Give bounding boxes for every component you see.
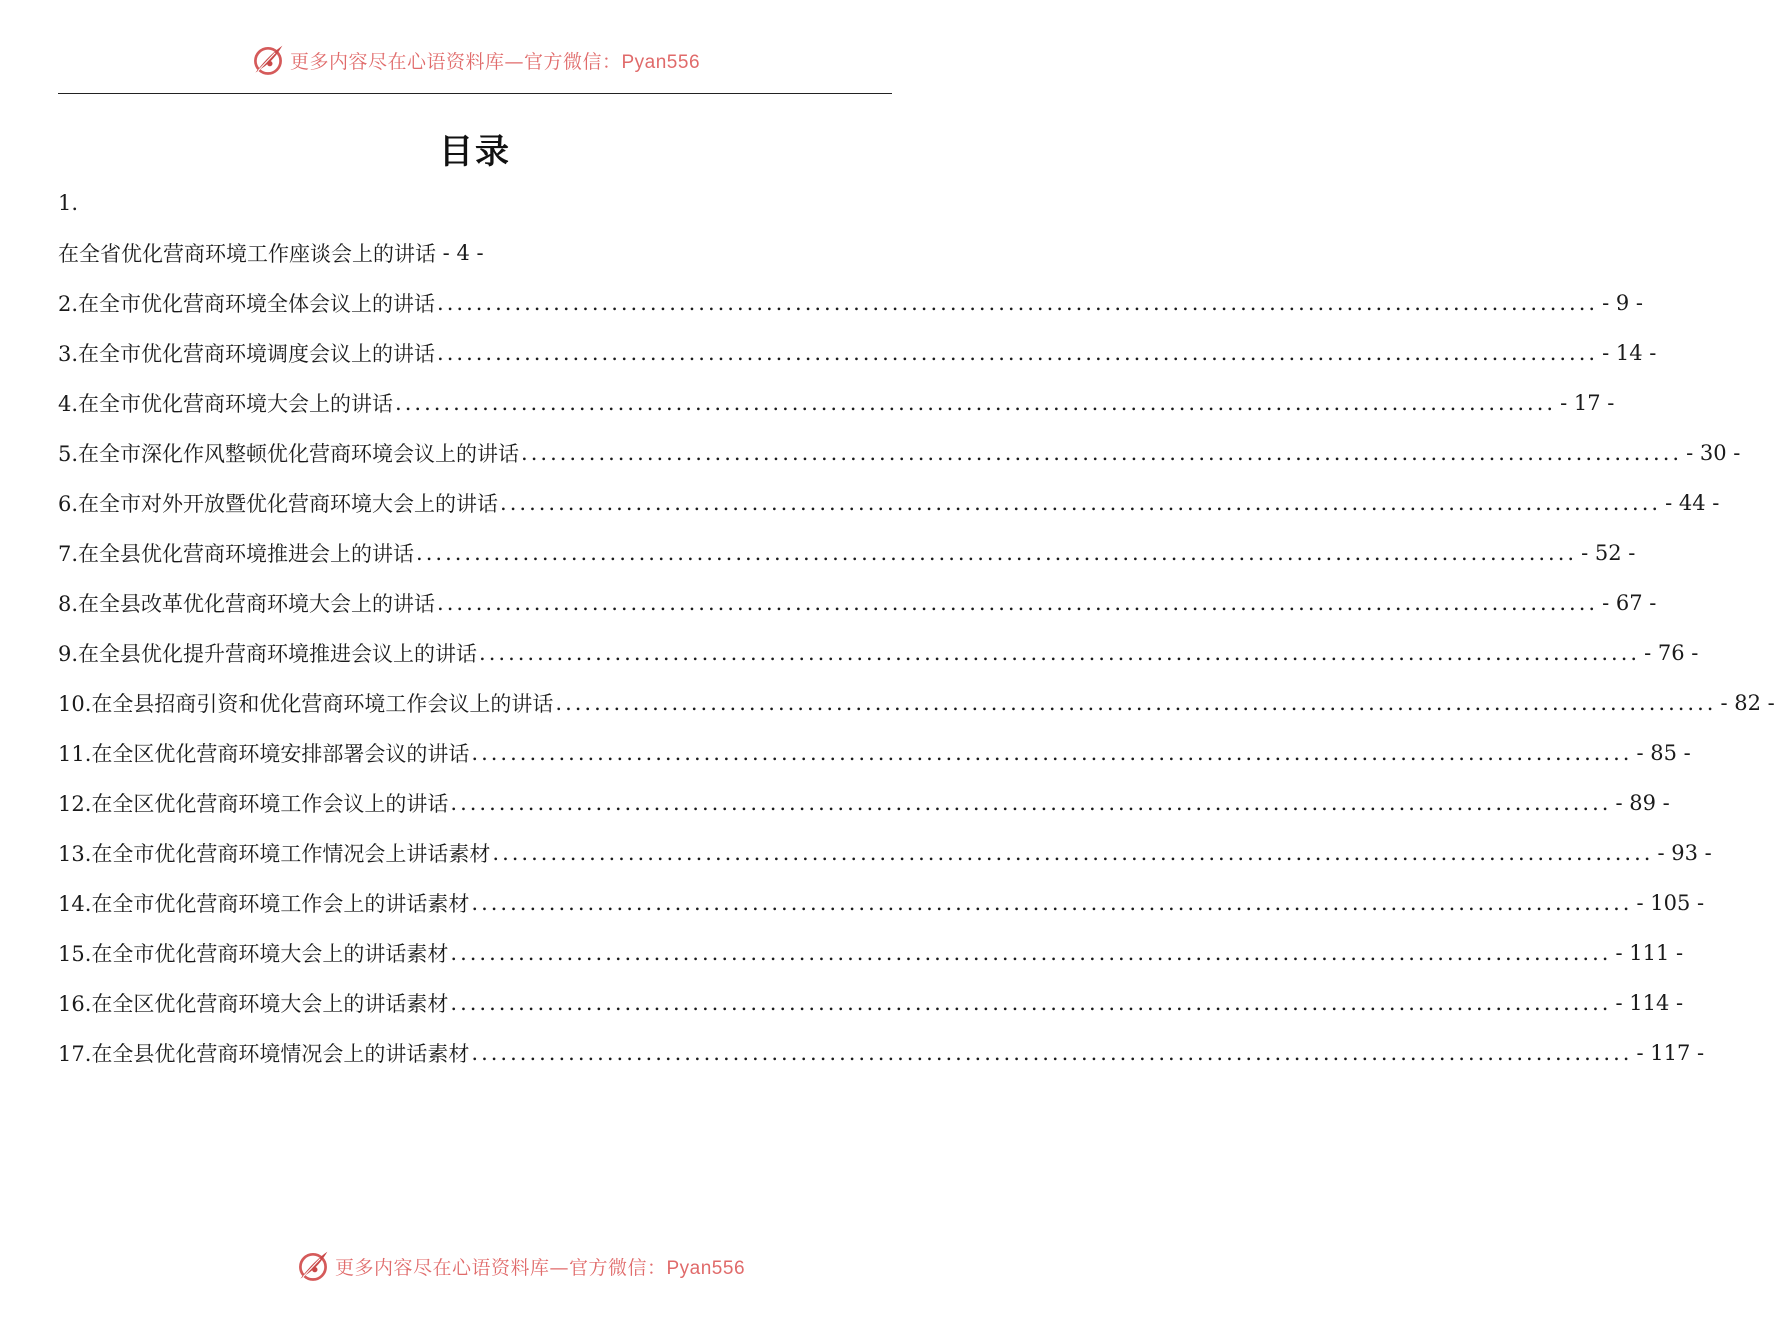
toc-item (58, 328, 1657, 378)
dot-leader: ........................................................................................................................ (521, 441, 1683, 465)
toc-item-page: - 4 - (436, 241, 484, 265)
dot-leader: ........................................................................................................................ (437, 591, 1599, 615)
toc-item-page: - 114 - (1615, 991, 1684, 1015)
toc-item (58, 1028, 1705, 1078)
page-title: 目录 (439, 132, 511, 172)
footer-brand-text: 更多内容尽在心语资料库—官方微信：Pyan556 (334, 1256, 746, 1279)
toc-item-page: - 52 - (1581, 541, 1636, 565)
toc-item (58, 378, 1615, 428)
toc-item-page: - 93 - (1657, 841, 1712, 865)
dot-leader: ........................................................................................................................ (416, 541, 1578, 565)
toc-item (58, 528, 1636, 578)
toc-item (58, 278, 1643, 328)
toc-item-text: 15.在全市优化营商环境大会上的讲话素材 (58, 942, 449, 966)
toc-item-page: - 30 - (1686, 441, 1741, 465)
toc-item-page: - 111 - (1615, 941, 1684, 965)
toc-item-text: 9.在全县优化提升营商环境推进会议上的讲话 (58, 642, 478, 666)
toc-item (58, 878, 1705, 928)
toc-item-text: 14.在全市优化营商环境工作会上的讲话素材 (58, 892, 470, 916)
toc-item (58, 728, 1691, 778)
toc-item-text: 8.在全县改革优化营商环境大会上的讲话 (58, 592, 436, 616)
quill-pen-logo-icon (250, 42, 286, 78)
page-header (0, 38, 950, 82)
toc-item-text: 12.在全区优化营商环境工作会议上的讲话 (58, 792, 449, 816)
toc-item-text: 7.在全县优化营商环境推进会上的讲话 (58, 542, 415, 566)
toc-item-page: - 105 - (1636, 891, 1705, 915)
dot-leader: ........................................................................................................................ (471, 1041, 1633, 1065)
toc-item-text: 6.在全市对外开放暨优化营商环境大会上的讲话 (58, 492, 499, 516)
toc-item-page: - 17 - (1560, 391, 1615, 415)
toc-item-text: 在全省优化营商环境工作座谈会上的讲话 (58, 242, 436, 266)
table-of-contents (58, 178, 1775, 1078)
toc-item-page: - 85 - (1636, 741, 1691, 765)
dot-leader: ........................................................................................................................ (500, 491, 1662, 515)
dot-leader: ........................................................................................................................ (492, 841, 1654, 865)
dot-leader: ........................................................................................................................ (450, 991, 1612, 1015)
header-brand (250, 42, 700, 78)
toc-item-first (58, 228, 892, 278)
toc-item-text: 3.在全市优化营商环境调度会议上的讲话 (58, 342, 436, 366)
toc-item (58, 978, 1684, 1028)
toc-item-number-text: 1. (58, 191, 79, 215)
dot-leader: ........................................................................................................................ (437, 341, 1599, 365)
toc-item-page: - 76 - (1644, 641, 1699, 665)
header-divider (58, 93, 892, 94)
toc-item-text: 11.在全区优化营商环境安排部署会议的讲话 (58, 742, 470, 766)
dot-leader: ........................................................................................................................ (395, 391, 1557, 415)
toc-item-page: - 67 - (1602, 591, 1657, 615)
toc-item-page: - 117 - (1636, 1041, 1705, 1065)
dot-leader: ........................................................................................................................ (471, 741, 1633, 765)
toc-item-page: - 44 - (1665, 491, 1720, 515)
dot-leader: ........................................................................................................................ (450, 941, 1612, 965)
dot-leader: ........................................................................................................................ (471, 891, 1633, 915)
toc-item-number (58, 178, 892, 228)
toc-item-page: - 14 - (1602, 341, 1657, 365)
dot-leader: ........................................................................................................................ (437, 291, 1599, 315)
toc-item (58, 828, 1712, 878)
toc-item-text: 2.在全市优化营商环境全体会议上的讲话 (58, 292, 436, 316)
toc-item (58, 928, 1684, 978)
toc-item (58, 678, 1775, 728)
toc-item-text: 5.在全市深化作风整顿优化营商环境会议上的讲话 (58, 442, 520, 466)
toc-item-page: - 82 - (1720, 691, 1775, 715)
toc-item (58, 478, 1720, 528)
toc-item-text: 4.在全市优化营商环境大会上的讲话 (58, 392, 394, 416)
dot-leader: ........................................................................................................................ (555, 691, 1717, 715)
footer-brand (295, 1248, 745, 1284)
header-brand-text: 更多内容尽在心语资料库—官方微信：Pyan556 (289, 50, 701, 73)
dot-leader: ........................................................................................................................ (450, 791, 1612, 815)
toc-item-text: 16.在全区优化营商环境大会上的讲话素材 (58, 992, 449, 1016)
toc-item-text: 13.在全市优化营商环境工作情况会上讲话素材 (58, 842, 491, 866)
dot-leader: ........................................................................................................................ (479, 641, 1641, 665)
toc-item (58, 778, 1670, 828)
toc-item-text: 10.在全县招商引资和优化营商环境工作会议上的讲话 (58, 692, 554, 716)
page-footer (0, 1244, 950, 1288)
toc-item-page: - 89 - (1615, 791, 1670, 815)
toc-item (58, 428, 1741, 478)
toc-item (58, 578, 1657, 628)
toc-item-page: - 9 - (1602, 291, 1643, 315)
toc-item-text: 17.在全县优化营商环境情况会上的讲话素材 (58, 1042, 470, 1066)
toc-item (58, 628, 1699, 678)
quill-pen-logo-icon (295, 1248, 331, 1284)
